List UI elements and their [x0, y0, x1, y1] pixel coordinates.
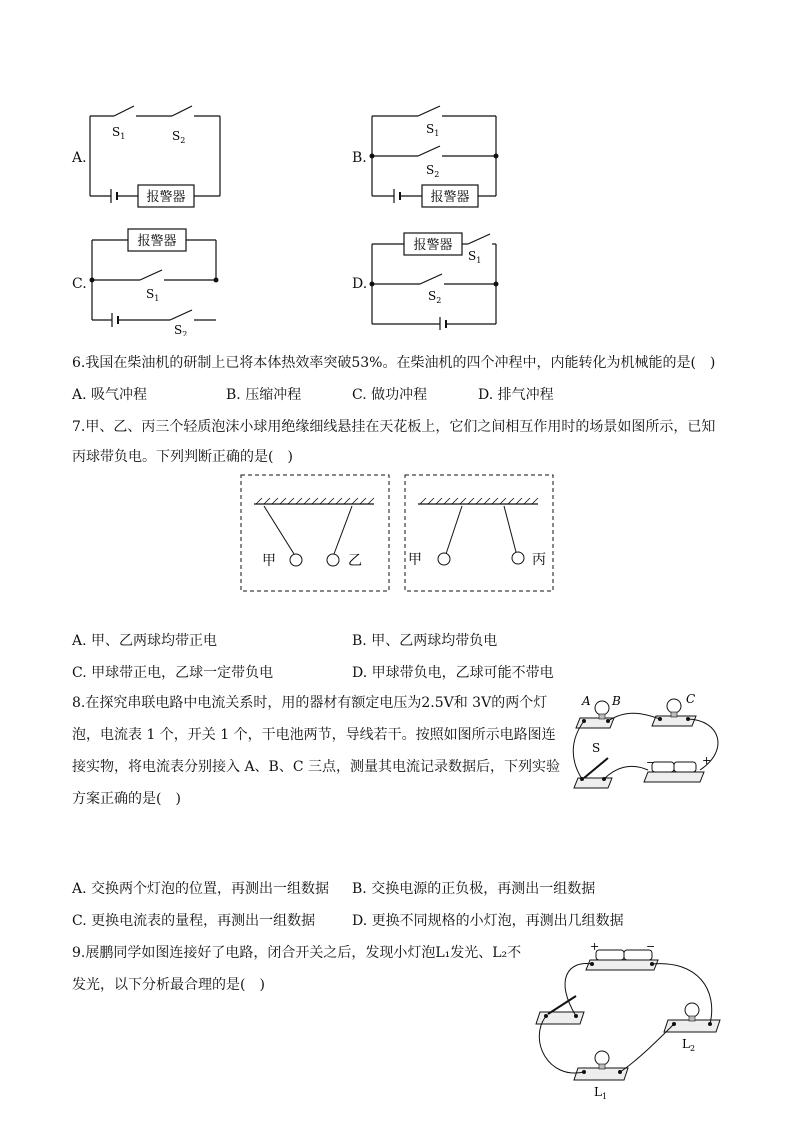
battery-minus-label: − [646, 756, 656, 769]
option-a-label: A. [72, 150, 87, 166]
point-a-label: A [582, 694, 591, 708]
question-9-stem-line1: 9.展鹏同学如图连接好了电路，闭合开关之后，发现小灯泡L₁发光、L₂不 [72, 945, 522, 961]
q6-option-b: B. 压缩冲程 [226, 387, 302, 403]
switch-s1-label: $S_1$ [146, 287, 160, 303]
q7-option-c: C. 甲球带正电，乙球一定带负电 [72, 665, 274, 681]
question-7-stem-line2: 丙球带负电。下列判断正确的是( ) [72, 449, 293, 465]
q6-option-c: C. 做功冲程 [352, 387, 428, 403]
ball-jia-label: 甲 [262, 553, 276, 569]
switch-s-label: S [592, 741, 601, 755]
q8-option-a: A. 交换两个灯泡的位置，再测出一组数据 [72, 881, 330, 897]
q8-option-b: B. 交换电源的正负极，再测出一组数据 [352, 881, 596, 897]
switch-s2-label: $S_2$ [426, 163, 440, 179]
option-c-label: C. [72, 276, 87, 292]
question-8-stem-line3: 接实物，将电流表分别接入 A、B、C 三点，测量其电流记录数据后，下列实验 [72, 759, 561, 775]
switch-s2-label: $S_2$ [172, 129, 186, 145]
q6-option-a: A. 吸气冲程 [72, 387, 148, 403]
circuit-diagram-b [366, 100, 506, 212]
battery-plus-label: + [702, 754, 712, 767]
circuit-diagram-a [86, 100, 226, 212]
series-circuit-figure [570, 690, 730, 794]
question-9-stem-line2: 发光，以下分析最合理的是( ) [72, 977, 265, 993]
alarm-label: 报警器 [430, 190, 470, 205]
ball-bing-label: 丙 [532, 552, 546, 568]
option-b-label: B. [352, 150, 367, 166]
switch-s2-label: $S_2$ [428, 289, 442, 305]
ball-yi-label: 乙 [348, 553, 362, 569]
question-6-stem: 6.我国在柴油机的研制上已将本体热效率突破53%。在柴油机的四个冲程中，内能转化为机械能的是( ) [72, 355, 716, 371]
q6-option-d: D. 排气冲程 [478, 387, 554, 403]
q8-option-c: C. 更换电流表的量程，再测出一组数据 [72, 913, 316, 929]
switch-s2-label: $S_2$ [174, 323, 188, 336]
point-b-label: B [612, 694, 621, 708]
circuit-diagram-c [86, 224, 226, 336]
alarm-label: 报警器 [146, 190, 186, 205]
q7-option-d: D. 甲球带负电，乙球可能不带电 [352, 665, 554, 681]
circuit-diagram-d [366, 226, 506, 330]
switch-s1-label: $S_1$ [468, 249, 482, 265]
lamp-l1-label: $L_1$ [594, 1085, 608, 1100]
alarm-label: 报警器 [413, 238, 453, 253]
q8-option-d: D. 更换不同规格的小灯泡，再测出几组数据 [352, 913, 624, 929]
q7-option-a: A. 甲、乙两球均带正电 [72, 633, 218, 649]
switch-s1-label: $S_1$ [112, 125, 126, 141]
question-8-stem-line2: 泡，电流表 1 个，开关 1 个，干电池两节，导线若干。按照如图所示电路图连 [72, 727, 556, 743]
question-7-stem-line1: 7.甲、乙、丙三个轻质泡沫小球用绝缘细线悬挂在天花板上，它们之间相互作用时的场景如图所示，已知 [72, 419, 716, 435]
alarm-label: 报警器 [137, 234, 177, 249]
option-d-label: D. [352, 276, 368, 292]
question-8-stem-line1: 8.在探究串联电路中电流关系时，用的器材有额定电压为2.5V和 3V的两个灯 [72, 695, 548, 711]
charged-balls-figure-right [404, 474, 554, 592]
lamp-l2-label: $L_2$ [682, 1037, 696, 1053]
question-8-stem-line4: 方案正确的是( ) [72, 791, 181, 807]
q7-option-b: B. 甲、乙两球均带负电 [352, 633, 498, 649]
charged-balls-figure-left [240, 474, 390, 592]
lamp-circuit-figure [528, 940, 728, 1100]
battery-minus-label: − [646, 940, 656, 953]
switch-s1-label: $S_1$ [426, 122, 440, 138]
ball-jia-label: 甲 [408, 552, 422, 568]
battery-plus-label: + [590, 940, 600, 953]
point-c-label: C [686, 692, 696, 706]
